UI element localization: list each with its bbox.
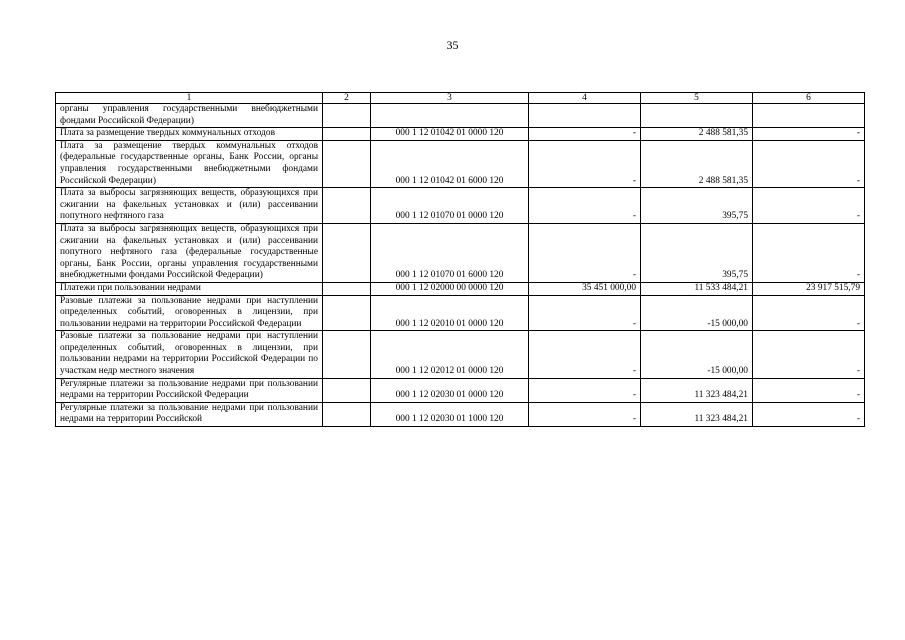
row-col4: - (529, 140, 641, 187)
row-col5: 395,75 (641, 223, 753, 282)
row-col6: - (753, 140, 865, 187)
row-name: Плата за размещение твердых коммунальных отходов (56, 128, 323, 141)
row-col4: - (529, 188, 641, 224)
row-col5: -15 000,00 (641, 295, 753, 331)
row-col6: 23 917 515,79 (753, 282, 865, 295)
row-name: Разовые платежи за пользование недрами при наступлении определенных событий, оговоренных в лицензии, при пользовании недрами на территории Российской Федерации (56, 295, 323, 331)
row-col6: - (753, 128, 865, 141)
table-row (56, 282, 865, 295)
row-col4: - (529, 378, 641, 402)
row-col5: 2 488 581,35 (641, 128, 753, 141)
table-row (56, 378, 865, 402)
row-code: 000 1 12 02030 01 1000 120 (371, 402, 529, 426)
row-name: Плата за размещение твердых коммунальных отходов (федеральные государственные органы, Банк России, органы управления государственными внебюджетными фондами Российской Федерации) (56, 140, 323, 187)
row-col4: - (529, 223, 641, 282)
row-name: Платежи при пользовании недрами (56, 282, 323, 295)
row-code: 000 1 12 01070 01 0000 120 (371, 188, 529, 224)
row-code (371, 104, 529, 128)
row-col2 (323, 378, 371, 402)
row-name: Плата за выбросы загрязняющих веществ, образующихся при сжигании на факельных установках и (или) рассеивании попутного нефтяного газа (федеральные государственные органы, Банк России, органы управления государственными внебюджетными фондами Российской Федерации) (56, 223, 323, 282)
budget-table (55, 92, 865, 427)
table-row (56, 295, 865, 331)
row-col4: - (529, 402, 641, 426)
row-col2 (323, 295, 371, 331)
row-col5: 11 533 484,21 (641, 282, 753, 295)
row-code: 000 1 12 01042 01 0000 120 (371, 128, 529, 141)
row-col4: - (529, 331, 641, 378)
row-col5: 2 488 581,35 (641, 140, 753, 187)
row-col4: 35 451 000,00 (529, 282, 641, 295)
row-col2 (323, 188, 371, 224)
row-col6: - (753, 223, 865, 282)
row-name: Плата за выбросы загрязняющих веществ, образующихся при сжигании на факельных установках и (или) рассеивании попутного нефтяного газа (56, 188, 323, 224)
table-row (56, 223, 865, 282)
table-row (56, 128, 865, 141)
row-col2 (323, 223, 371, 282)
row-col5: 11 323 484,21 (641, 378, 753, 402)
row-name: Регулярные платежи за пользование недрами при пользовании недрами на территории Российской Федерации (56, 378, 323, 402)
row-col5: -15 000,00 (641, 331, 753, 378)
row-col4: - (529, 295, 641, 331)
row-col2 (323, 282, 371, 295)
row-col4: - (529, 128, 641, 141)
header-col-6: 6 (753, 93, 865, 104)
row-code: 000 1 12 02012 01 0000 120 (371, 331, 529, 378)
row-col6: - (753, 188, 865, 224)
row-code: 000 1 12 01042 01 6000 120 (371, 140, 529, 187)
row-code: 000 1 12 02030 01 0000 120 (371, 378, 529, 402)
row-col2 (323, 402, 371, 426)
header-col-2: 2 (323, 93, 371, 104)
row-name: Разовые платежи за пользование недрами при наступлении определенных событий, оговоренных в лицензии, при пользовании недрами на территории Российской Федерации по участкам недр местного значения (56, 331, 323, 378)
row-col6: - (753, 331, 865, 378)
row-code: 000 1 12 01070 01 6000 120 (371, 223, 529, 282)
row-col4 (529, 104, 641, 128)
table-row (56, 188, 865, 224)
row-col2 (323, 331, 371, 378)
row-col2 (323, 104, 371, 128)
row-name: Регулярные платежи за пользование недрами при пользовании недрами на территории Российской (56, 402, 323, 426)
page-number: 35 (446, 38, 459, 52)
row-col2 (323, 140, 371, 187)
row-col5: 395,75 (641, 188, 753, 224)
header-col-1: 1 (56, 93, 323, 104)
header-col-5: 5 (641, 93, 753, 104)
table-row (56, 104, 865, 128)
row-col5 (641, 104, 753, 128)
header-row (56, 93, 865, 104)
row-col2 (323, 128, 371, 141)
header-col-4: 4 (529, 93, 641, 104)
row-col6: - (753, 378, 865, 402)
table-row (56, 402, 865, 426)
header-col-3: 3 (371, 93, 529, 104)
row-col6: - (753, 295, 865, 331)
row-col6: - (753, 402, 865, 426)
row-code: 000 1 12 02000 00 0000 120 (371, 282, 529, 295)
row-col5: 11 323 484,21 (641, 402, 753, 426)
table-row (56, 140, 865, 187)
row-col6 (753, 104, 865, 128)
row-code: 000 1 12 02010 01 0000 120 (371, 295, 529, 331)
row-name: органы управления государственными внебюджетными фондами Российской Федерации) (56, 104, 323, 128)
table-row (56, 331, 865, 378)
